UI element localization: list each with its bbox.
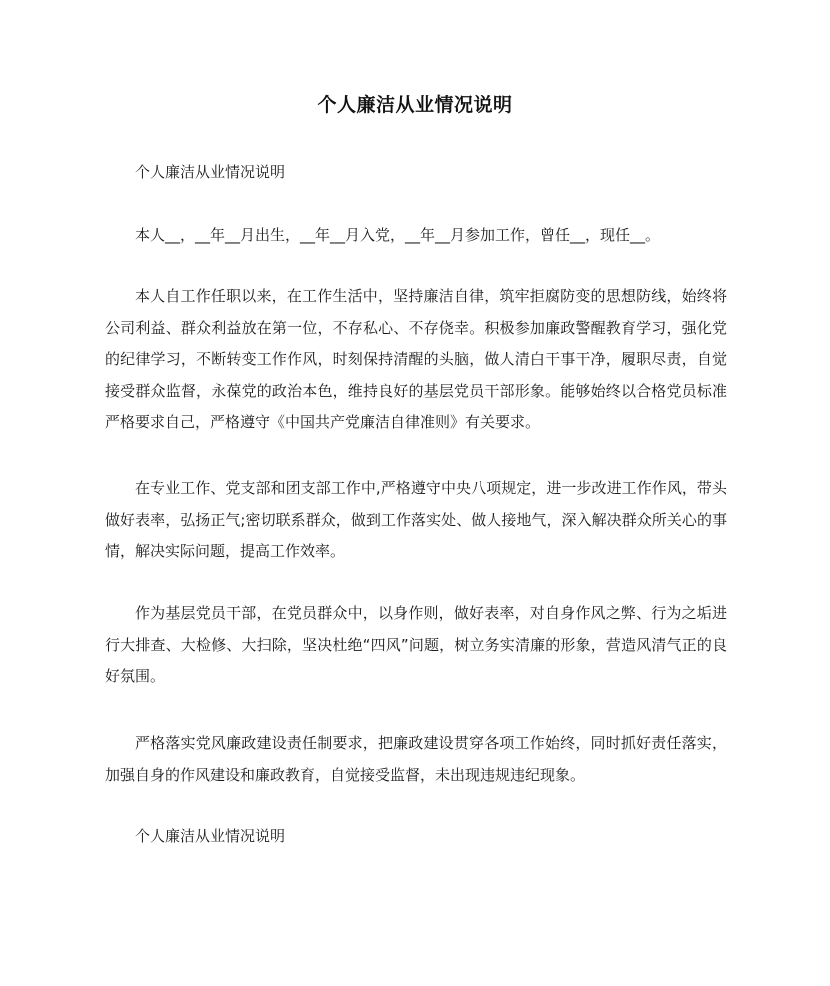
paragraph-closing-title: 个人廉洁从业情况说明 (135, 827, 286, 845)
paragraph-role-model: 作为基层党员干部，在党员群众中，以身作则，做好表率，对自身作风之弊、行为之垢进行大排查、大检修、大扫除，坚决杜绝“四风”问题，树立务实清廉的形象，营造风清气正的良好氛围。 (105, 604, 727, 685)
paragraph-subtitle: 个人廉洁从业情况说明 (135, 163, 286, 181)
paragraph-work-style: 在专业工作、党支部和团支部工作中,严格遵守中央八项规定，进一步改进工作作风，带头做好表率，弘扬正气;密切联系群众，做到工作落实处、做人接地气，深入解决群众所关心的事情，解决实际问题，提高工作效率。 (105, 479, 727, 560)
paragraph-responsibility: 严格落实党风廉政建设责任制要求，把廉政建设贯穿各项工作始终，同时抓好责任落实，加强自身的作风建设和廉政教育，自觉接受监督，未出现违规违纪现象。 (105, 734, 727, 784)
document-title: 个人廉洁从业情况说明 (317, 94, 513, 116)
paragraph-self-discipline: 本人自工作任职以来，在工作生活中，坚持廉洁自律，筑牢拒腐防变的思想防线，始终将公司利益、群众利益放在第一位，不存私心、不存侥幸。积极参加廉政警醒教育学习，强化党的纪律学习，不断转变工作作风，时刻保持清醒的头脑，做人清白干事干净，履职尽责，自觉接受群众监督，永葆党的政治本色，维持良好的基层党员干部形象。能够始终以合格党员标准严格要求自己，严格遵守《中国共产党廉洁自律准则》有关要求。 (105, 287, 727, 431)
paragraph-personal-info: 本人__，__年__月出生，__年__月入党，__年__月参加工作，曾任__，现任__。 (135, 226, 661, 244)
